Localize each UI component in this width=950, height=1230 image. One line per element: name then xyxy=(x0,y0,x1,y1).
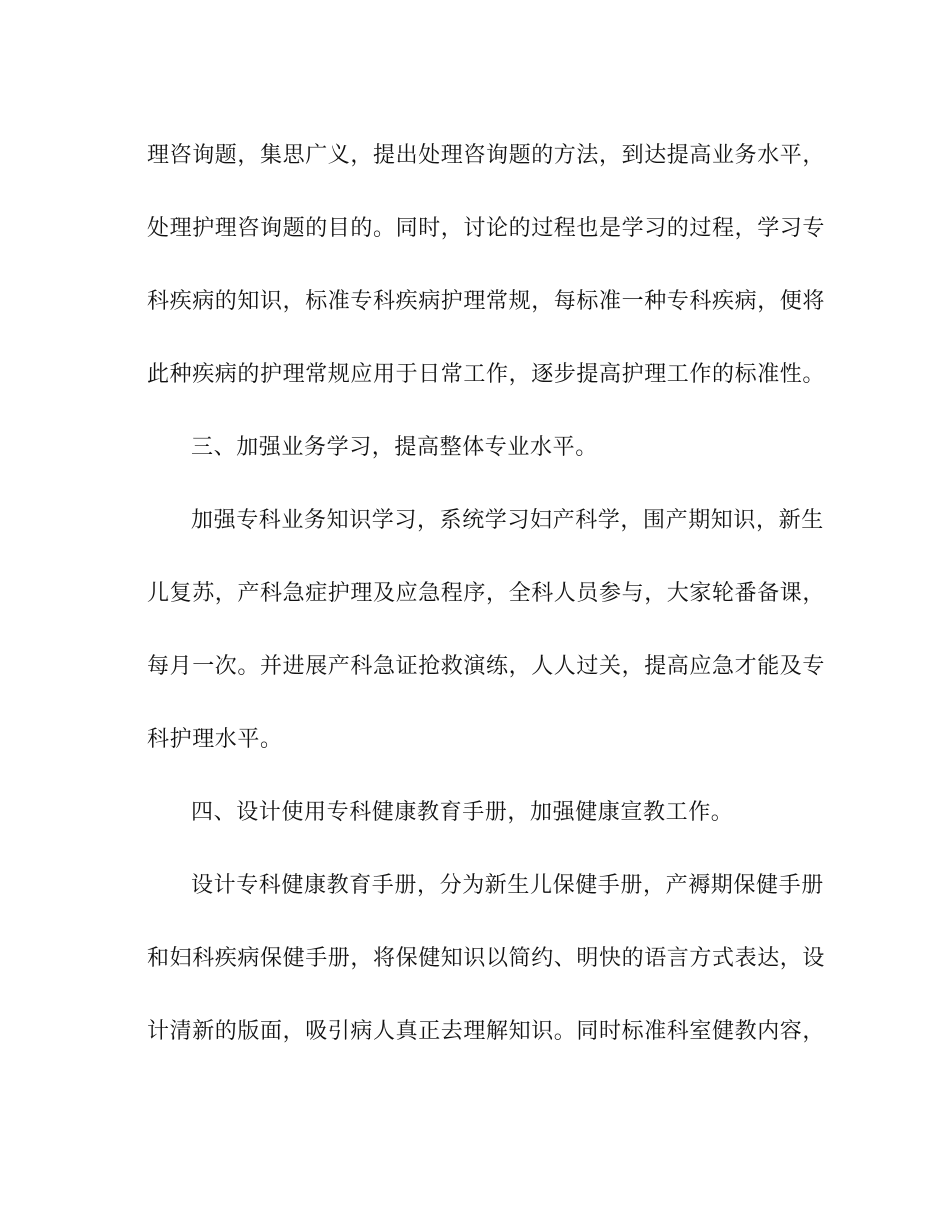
paragraph-line: 设计专科健康教育手册，分为新生儿保健手册，产褥期保健手册 xyxy=(191,873,824,898)
paragraph-line: 每月一次。并进展产科急证抢救演练，人人过关，提高应急才能及专 xyxy=(147,654,826,679)
section-heading: 三、加强业务学习，提高整体专业水平。 xyxy=(191,435,598,460)
section-heading: 四、设计使用专科健康教育手册，加强健康宣教工作。 xyxy=(191,800,734,825)
paragraph-line: 此种疾病的护理常规应用于日常工作，逐步提高护理工作的标准性。 xyxy=(147,362,826,387)
paragraph-line: 和妇科疾病保健手册，将保健知识以简约、明快的语言方式表达，设 xyxy=(147,946,826,971)
paragraph-line: 加强专科业务知识学习，系统学习妇产科学，围产期知识，新生 xyxy=(191,508,824,533)
paragraph-line: 理咨询题，集思广义，提出处理咨询题的方法，到达提高业务水平， xyxy=(147,143,826,168)
paragraph-line: 儿复苏，产科急症护理及应急程序，全科人员参与，大家轮番备课， xyxy=(147,581,826,606)
paragraph-line: 处理护理咨询题的目的。同时，讨论的过程也是学习的过程，学习专 xyxy=(147,216,826,241)
paragraph-line: 科护理水平。 xyxy=(147,727,283,752)
paragraph-line: 计清新的版面，吸引病人真正去理解知识。同时标准科室健教内容， xyxy=(147,1019,826,1044)
paragraph-line: 科疾病的知识，标准专科疾病护理常规，每标准一种专科疾病，便将 xyxy=(147,289,826,314)
